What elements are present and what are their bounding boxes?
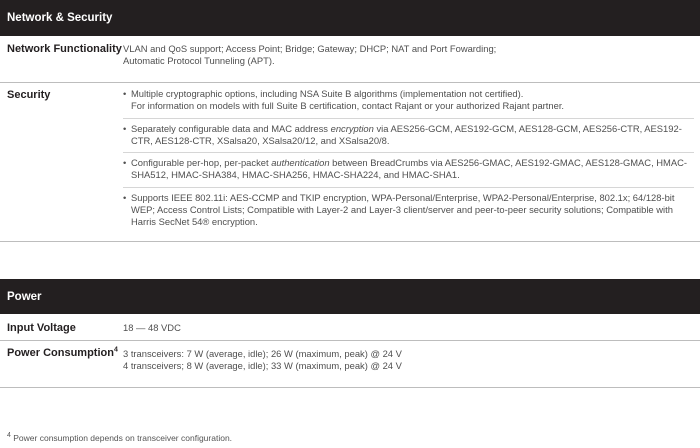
- power-header: Power: [0, 279, 700, 314]
- power-consumption-line: 4 transceivers; 8 W (average, idle); 33 W (maximum, peak) @ 24 V: [123, 360, 402, 372]
- security-bullet: [123, 88, 694, 119]
- footnote-marker: 4: [7, 432, 11, 440]
- security-bullet-emphasis: encryption: [330, 122, 374, 134]
- security-bullet: [123, 192, 694, 229]
- footnote-marker: 4: [113, 346, 118, 354]
- power-consumption-value: [123, 341, 700, 387]
- input-voltage-row: [0, 314, 700, 341]
- security-bullets: [123, 83, 700, 241]
- power-consumption-label: [0, 341, 123, 387]
- power-consumption-label-text: Power Consumption: [7, 347, 114, 359]
- footnote-text: Power consumption depends on transceiver configuration.: [10, 433, 233, 443]
- bullet-dot: •: [123, 157, 127, 169]
- network-functionality-value: [123, 36, 700, 82]
- network-functionality-line: Automatic Protocol Tunneling (APT).: [123, 55, 275, 67]
- security-bullet-text: [131, 88, 694, 113]
- security-label: Security: [7, 89, 51, 101]
- security-bullet-text-pre: Configurable per-hop, per-packet: [131, 157, 272, 169]
- input-voltage-label: Input Voltage: [7, 322, 76, 334]
- security-row: [0, 83, 700, 241]
- bullet-dot: •: [123, 122, 127, 134]
- network-functionality-label: Network Functionality: [7, 43, 122, 55]
- security-bullet-text-post: between BreadCrumbs via AES256-GMAC, AES192-GMAC, AES128-GMAC, HMAC-SHA512, HMAC-SHA384, HMAC-SHA256, HMAC-SHA224, and HMAC-SHA1.: [131, 157, 688, 181]
- security-bullet-text-pre: Separately configurable data and MAC address: [131, 122, 331, 134]
- security-bullet-line: For information on models with full Suite B certification, contact Rajant or your authorized Rajant partner.: [131, 100, 565, 112]
- network-functionality-line: VLAN and QoS support; Access Point; Bridge; Gateway; DHCP; NAT and Port Fowarding;: [123, 43, 497, 54]
- power-consumption-line: 3 transceivers: 7 W (average, idle); 26 W (maximum, peak) @ 24 V: [123, 348, 402, 359]
- security-bullet-text-post: via AES256-GCM, AES192-GCM, AES128-GCM, AES256-CTR, AES192-CTR, AES128-CTR, XSalsa20, XSalsa20/12, and XSalsa20/8.: [131, 122, 682, 146]
- network-security-header: Network & Security: [0, 0, 700, 36]
- security-bullet-text: Supports IEEE 802.11i: AES-CCMP and TKIP encryption, WPA-Personal/Enterprise, WPA2-Personal/Enterprise, 802.1x; 64/128-bit WEP; Access Control Lists; Compatible with Layer-2 and Layer-3 client/server and peer-to-peer security solutions; Compatible with Harris SecNet 54® encryption.: [131, 191, 675, 228]
- bullet-dot: •: [123, 191, 127, 203]
- security-bullet-line: Multiple cryptographic options, including NSA Suite B algorithms (implementation not certified).: [131, 88, 524, 99]
- security-bullet-text: [131, 123, 694, 148]
- network-functionality-row: [0, 36, 700, 83]
- security-bullet: [123, 123, 694, 154]
- security-bullet-emphasis: authentication: [271, 157, 330, 169]
- footnote: [7, 433, 232, 443]
- security-bullet: [123, 157, 694, 188]
- power-consumption-row: [0, 341, 700, 387]
- power-table: [0, 279, 700, 388]
- security-bullet-text: [131, 157, 694, 182]
- input-voltage-value: 18 — 48 VDC: [123, 322, 181, 333]
- bullet-dot: •: [123, 88, 127, 99]
